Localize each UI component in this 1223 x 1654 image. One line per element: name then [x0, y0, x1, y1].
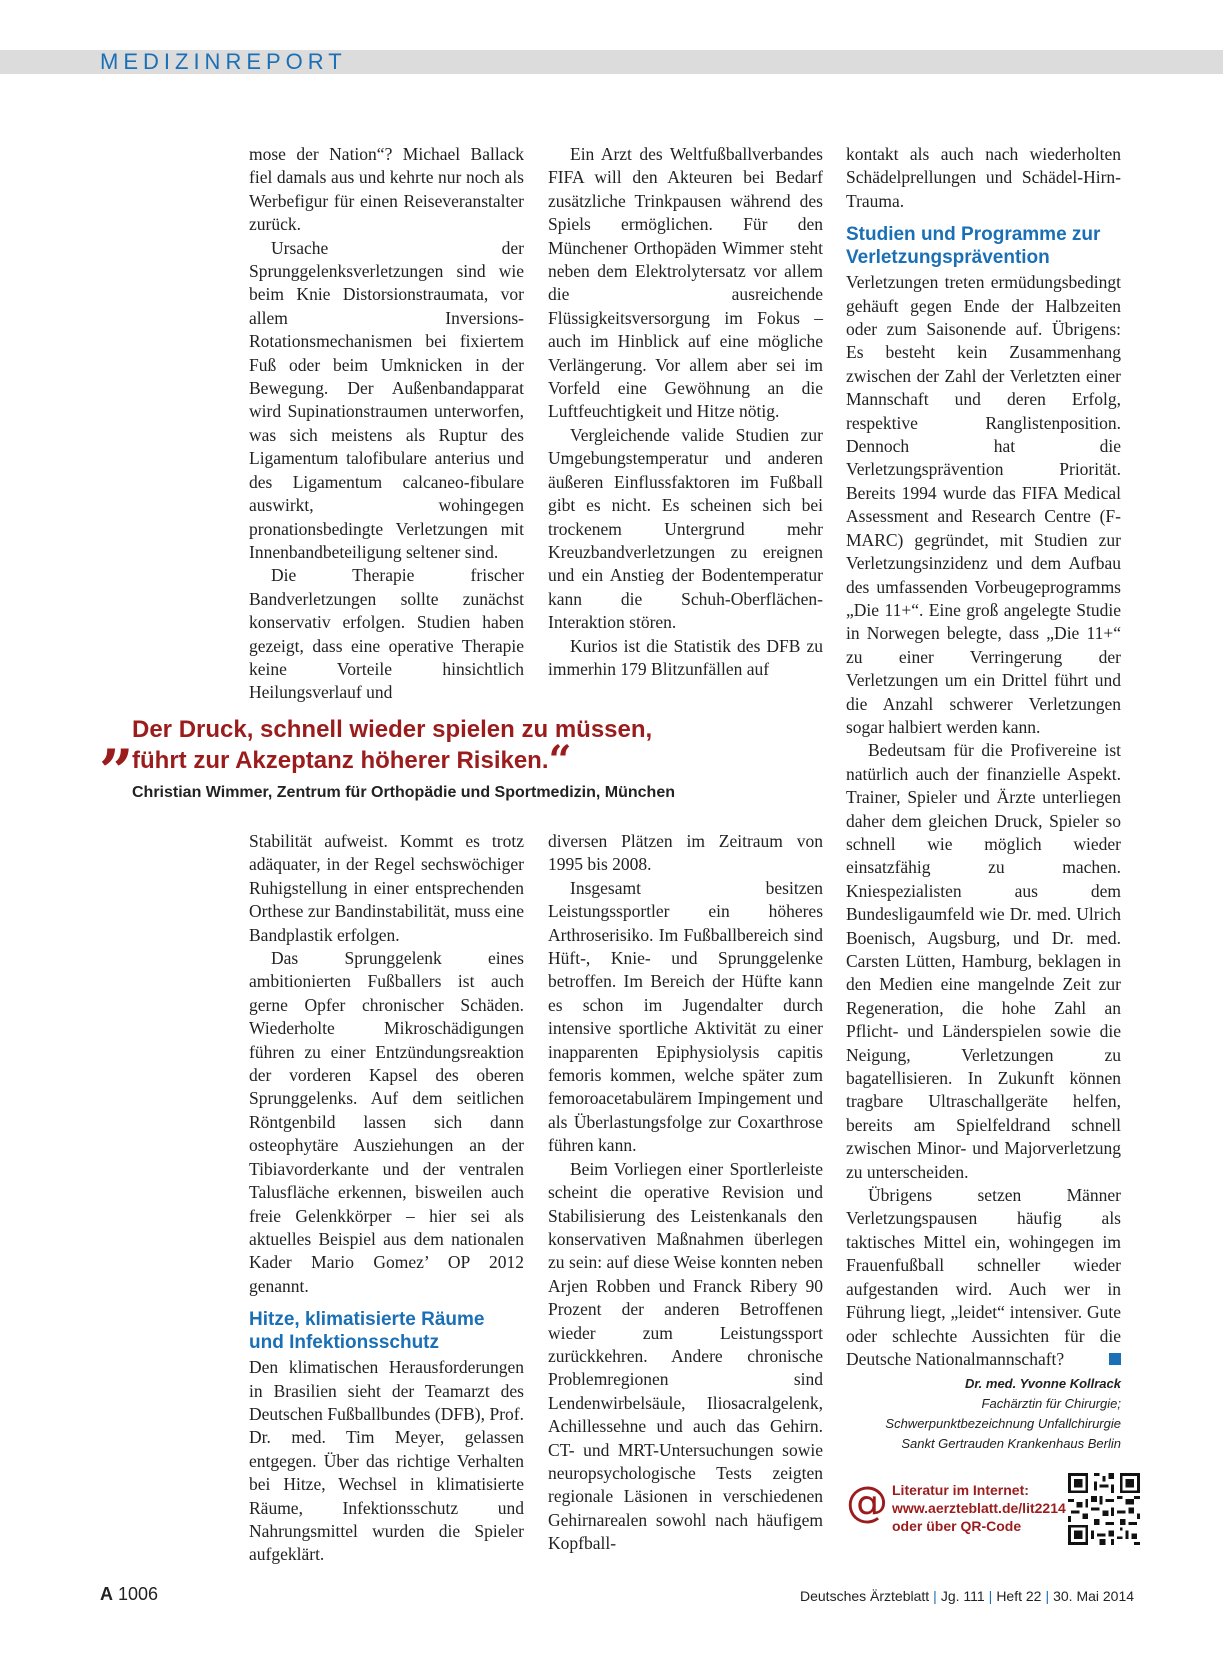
separator: |: [988, 1588, 993, 1604]
literature-qr-hint: oder über QR-Code: [892, 1518, 1022, 1534]
paragraph: kontakt als auch nach wiederholten Schädelprellungen und Schädel-Hirn-Trauma.: [846, 144, 1121, 211]
end-of-article-mark: [1109, 1353, 1121, 1365]
separator: |: [933, 1588, 937, 1604]
pull-quote-line-2: führt zur Akzeptanz höherer Risiken.: [132, 747, 549, 774]
literature-text: [892, 1481, 1066, 1535]
paragraph: Kurios ist die Statistik des DFB zu immerhin 179 Blitzunfällen auf: [548, 635, 823, 679]
column-3: [846, 143, 1121, 1371]
paragraph: mose der Nation“? Michael Ballack fiel damals aus und kehrte nur noch als Werbefigur für einen Reiseveranstalter zurück.: [249, 144, 524, 235]
paragraph: Bedeutsam für die Profivereine ist natürlich auch der finanzielle Aspekt. Trainer, Spieler und Ärzte unterliegen daher dem gleichen Druck, Spieler so schnell wie möglich wieder einsatzfähig zu machen. Kniespezialisten aus dem Bundesligaumfeld wie Dr. med. Ulrich Boenisch, Augsburg, und Dr. med. Carsten Lütten, Hamburg, beklagen in den Medien eine mangelnde Zeit zur Regeneration, die hohe Zahl an Pflicht- und Länderspielen sowie die Neigung, Verletzungen zu bagatellisieren. In Zukunft können tragbare Ultraschallgeräte helfen, bereits am Spielfeldrand schnell zwischen Minor- und Majorverletzung zu unterscheiden.: [846, 740, 1121, 1182]
open-quote-icon: „: [100, 703, 135, 773]
paragraph: Ursache der Sprunggelenksverletzungen sind wie beim Knie Distorsionstraumata, vor allem Inversions-Rotationsmechanismen bei fixiertem Fuß oder beim Umknicken in der Bewegung. Der Außenbandapparat wird Supinationstraumen unterworfen, was sich meistens als Ruptur des Ligamentum talofibulare anterius und des Ligamentum calcaneo-fibulare auswirkt, wohingegen pronationsbedingte Verletzungen mit Innenbandbeteiligung seltener sind.: [249, 237, 524, 562]
paragraph: Ein Arzt des Weltfußballverbandes FIFA will den Akteuren bei Bedarf zusätzliche Trinkpausen während des Spiels ermöglichen. Für den Münchener Orthopäden Wimmer steht neben dem Elektrolytersatz vor allem die ausreichende Flüssigkeitsversorgung im Fokus – auch im Hinblick auf eine mögliche Verlängerung. Vor allem aber sei im Vorfeld eine Gewöhnung an die Luftfeuchtigkeit und Hitze nötig.: [548, 144, 823, 422]
close-quote-icon: “: [548, 737, 572, 784]
column-2-bottom: [548, 830, 823, 1556]
literature-label: Literatur im Internet:: [892, 1482, 1029, 1498]
pull-quote-line-1: Der Druck, schnell wieder spielen zu müssen,: [132, 716, 653, 743]
section-label: MEDIZINREPORT: [100, 49, 347, 74]
paragraph: Den klimatischen Herausforderungen in Brasilien sieht der Teamarzt des Deutschen Fußballbundes (DFB), Prof. Dr. med. Tim Meyer, gelassen entgegen. Über das richtige Verhalten bei Hitze, Wechsel in klimatisierte Räume, Infektionsschutz und Nahrungsmittel wurden die Spieler aufgeklärt.: [249, 1357, 524, 1565]
subheading: Studien und Programme zur Verletzungsprävention: [846, 224, 1101, 269]
paragraph: Vergleichende valide Studien zur Umgebungstemperatur und anderen äußeren Einflussfaktoren im Fußball gibt es nicht. Es scheinen sich bei trockenem Untergrund mehr Kreuzbandverletzungen zu ereignen und ein Anstieg der Bodentemperatur kann die Schuh-Oberflächen-Interaktion stören.: [548, 424, 823, 633]
literature-link[interactable]: www.aerzteblatt.de/lit2214: [892, 1500, 1066, 1516]
pull-quote-text: [132, 714, 653, 784]
author-block: [846, 1374, 1121, 1454]
journal-volume: Jg. 111: [940, 1588, 985, 1604]
paragraph: Verletzungen treten ermüdungsbedingt gehäuft gegen Ende der Halbzeiten oder zum Saisonende auf. Übrigens: Es besteht kein Zusammenhang zwischen der Zahl der Verletzten einer Mannschaft und deren Erfolg, respektive Ranglistenposition. Dennoch hat die Verletzungsprävention Priorität. Bereits 1994 wurde das FIFA Medical Assessment and Research Centre (F-MARC) gegründet, mit Studien zur Verletzungsinzidenz und dem Aufbau des umfassenden Vorbeugeprogramms „Die 11+“. Eine groß angelegte Studie in Norwegen belegte, dass „Die 11+“ zu einer Verringerung der Verletzungen um ein Drittel führt und die Anzahl schwerer Verletzungen sogar halbiert werden kann.: [846, 272, 1121, 737]
author-institution: Sankt Gertrauden Krankenhaus Berlin: [901, 1436, 1121, 1451]
paragraph: Das Sprunggelenk eines ambitionierten Fußballers ist auch gerne Opfer chronischer Schäden. Wiederholte Mikroschädigungen führen zu einer Entzündungsreaktion der vorderen Kapsel des oberen Sprunggelenks. Auf dem seitlichen Röntgenbild lassen sich dann osteophytäre Ausziehungen an der Tibiavorderkante und der ventralen Talusfläche erkennen, bisweilen auch freie Gelenkkörper – hier sei als aktuelles Beispiel aus dem nationalen Kader Mario Gomez’ OP 2012 genannt.: [249, 948, 524, 1296]
column-1-top: [249, 143, 524, 705]
paragraph: Beim Vorliegen einer Sportlerleiste scheint die operative Revision und Stabilisierung des Leistenkanals den konservativen Maßnahmen überlegen zu sein: auf diese Weise konnten neben Arjen Robben und Franck Ribery 90 Prozent der anderen Betroffenen wieder zum Leistungssport zurückkehren. Andere chronische Problemregionen sind Lendenwirbelsäule, Iliosacralgelenk, Achillessehne und auch das Gehirn. CT- und MRT-Untersuchungen sowie neuropsychologische Tests zeigten regionale Läsionen in verschiedenen Gehirnarealen sowohl nach häufigem Kopfball-: [548, 1158, 823, 1554]
author-specialty: Schwerpunktbezeichnung Unfallchirurgie: [885, 1416, 1121, 1431]
journal-date: 30. Mai 2014: [1053, 1588, 1135, 1604]
pull-quote-source: Christian Wimmer, Zentrum für Orthopädie und Sportmedizin, München: [132, 784, 675, 801]
journal-issue: Heft 22: [996, 1588, 1042, 1604]
literature-box: [846, 1475, 1146, 1555]
separator: |: [1045, 1588, 1050, 1604]
paragraph-text: Übrigens setzen Männer Verletzungspausen häufig als taktisches Mittel ein, wohingegen im Frauenfußball schneller wieder aufgestanden wird. Auch wer in Führung liegt, „leidet“ intensiver. Gute oder schlechte Aussichten für die Deutsche Nationalmannschaft?: [846, 1185, 1121, 1369]
page-number: [100, 1584, 158, 1605]
paragraph: Stabilität aufweist. Kommt es trotz adäquater, in der Regel sechswöchiger Ruhigstellung in einer entsprechenden Orthese zur Bandinstabilität, muss eine Bandplastik erfolgen.: [249, 831, 524, 945]
paragraph: [846, 1184, 1121, 1371]
page-prefix: A: [100, 1584, 113, 1604]
column-1-bottom: [249, 830, 524, 1567]
subheading: Hitze, klimatisierte Räume und Infektionsschutz: [249, 1309, 485, 1354]
paragraph: Die Therapie frischer Bandverletzungen sollte zunächst konservativ erfolgen. Studien haben gezeigt, dass eine operative Therapie keine Vorteile hinsichtlich Heilungsverlauf und: [249, 565, 524, 703]
at-sign-icon: @: [846, 1477, 888, 1526]
paragraph: Insgesamt besitzen Leistungssportler ein höheres Arthroserisiko. Im Fußballbereich sind Hüft-, Knie- und Sprunggelenke betroffen. Im Bereich der Hüfte kann es schon im Jugendalter durch intensive sportliche Aktivität zu einer inapparenten Epiphysiolysis capitis femoris kommen, welche später zum femoroacetabulärem Impingement und als Überlastungsfolge zur Coxarthrose führen kann.: [548, 877, 823, 1156]
author-name: Dr. med. Yvonne Kollrack: [964, 1376, 1121, 1391]
column-2-top: [548, 143, 823, 681]
qr-code-icon[interactable]: [1068, 1473, 1140, 1545]
paragraph: diversen Plätzen im Zeitraum von 1995 bis 2008.: [548, 831, 823, 875]
page-number-value: 1006: [118, 1584, 159, 1604]
journal-name: Deutsches Ärzteblatt: [800, 1588, 930, 1604]
author-title: Fachärztin für Chirurgie;: [981, 1396, 1121, 1411]
journal-info: [800, 1588, 1135, 1604]
